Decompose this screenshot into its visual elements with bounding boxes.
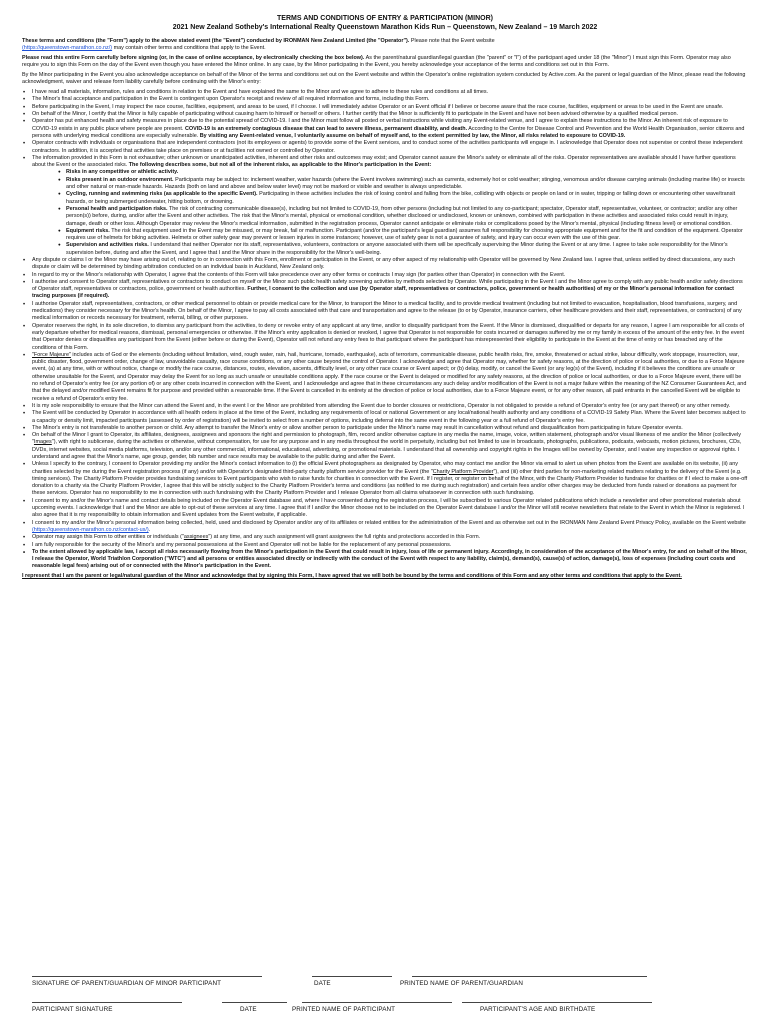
risks-intro-text: The information provided in this Form is not exhaustive; other unknown or unanticipated activities, inherent and other risks and outcomes may exist; and Operator cannot assure the Minor's safety or eliminate all of the risks. Operator representatives are available should I have further questions about the Event or the associated risks.: [32, 154, 736, 169]
risk-title: Supervision and activities risks.: [66, 242, 149, 249]
privacy-policy-link[interactable]: (https://queenstown-marathon.co.nz/contact-us/): [32, 526, 149, 533]
privacy-text-end: .: [148, 526, 151, 533]
intro-paragraph-2: [22, 55, 748, 70]
participant-name-label: PRINTED NAME OF PARTICIPANT: [292, 1006, 396, 1013]
final-statement: I represent that I am the parent or legal/natural guardian of the Minor and acknowledge that by signing this Form, I have agreed that we will both be bound by the terms and conditions of this Form and any other terms and conditions that apply to the Event.: [22, 572, 682, 579]
term-item-risks: [32, 155, 748, 257]
participant-signature-label: PARTICIPANT SIGNATURE: [32, 1006, 113, 1013]
term-item-contractors: • Operator contracts with individuals or organisations that are independent contractors (not its employees or agents) to provide some of the Event services, and to conduct some of the activities participants will engage in. I acknowledge that Operator does not supervise or control these independent contractors. In addition, it is accepted that activities take place on premises or at facilities not owned or controlled by Operator.: [32, 140, 748, 155]
risk-title: Personal health and participation risks.: [66, 205, 168, 212]
covid-bold-1: COVID-19 is an extremely contagious disease that can lead to severe illness, permanent disability, and death.: [184, 125, 468, 132]
term-item: • It is my sole responsibility to ensure that the Minor can attend the Event and, in the event I or the Minor are prohibited from attending the Event due to border closures or restrictions, Operator is not obligated to provide a refund of Operator's entry fee (or any part thereof) or any other remedy.: [32, 403, 748, 410]
parent-date-label: DATE: [314, 980, 331, 987]
risk-title: Equipment risks.: [66, 227, 110, 234]
term-item-marketing: • I consent to my and/or the Minor's name and contact details being included on the Operator Event database and, where I have consented during the registration process, I will be subscribed to various Operator related publications which include a newsletter and other promotional materials about upcoming events. I acknowledge that I and the Minor are able to opt-out of these services at any time. I agree that if I and/or the Minor choose not to be included on the Operator Event database I and/or the Minor will still receive newsletters that relate to the Event in which the Minor is registered. I also agree that it is my responsibility to obtain information and Event updates from the Event website, if applicable.: [32, 498, 748, 520]
risk-text: Participants may be subject to: inclement weather, water hazards (where the Event involves swimming) such as currents, extremely hot or cold weather; stinging, venomous and/or disease carrying animals (including marine life) or insects and other natural or man-made hazards. Hazards (both on land and above and below water level) may not be marked or visible and weather is always unpredictable.: [66, 176, 745, 191]
term-item-images: [32, 432, 748, 461]
term-item: • The Minor's entry is not transferable to another person or child. Any attempt to transfer the Minor's entry or allow another person to participate under the Minor's name may result in cancellation without refund and disqualification from participating in future Operator events.: [32, 425, 748, 432]
parent-name-label: PRINTED NAME OF PARENT/GUARDIAN: [400, 980, 523, 987]
covid-text-mid: According to the Centre for Disease Control and Prevention and the World Health Organisation, senior citizens and persons with underlying medical conditions are especially vulnerable.: [32, 125, 745, 139]
participant-name-line[interactable]: [302, 1002, 452, 1003]
term-item-privacy: [32, 520, 748, 535]
read-carefully-bold: Please read this entire Form carefully before signing (or, in the case of online acceptance, by electronically checking the box below).: [22, 54, 365, 61]
risk-title: Cycling, running and swimming risks (as applicable to the specific Event).: [66, 191, 258, 198]
term-item: • I authorise Operator staff, representatives, contractors, or other medical personnel to obtain or provide medical care for the Minor, to transport the Minor to a medical facility, and to provide medical treatment (including but not limited to evacuation, hospitalisation, blood transfusions, surgery, and medications) they consider necessary for the Minor's health. On behalf of the Minor, I agree to pay all costs associated with that care and transportation and agree to the release (to or by Operator, insurance carriers, other healthcare providers and their staff, representatives, or contractors) of any medical information or records necessary for treatment, referral, billing, or other purposes.: [32, 301, 748, 323]
parent-signature-line[interactable]: [32, 976, 262, 977]
risks-list: [32, 169, 748, 257]
term-item-release: • To the extent allowed by applicable law, I accept all risks necessarily flowing from the Minor's participation in the Event that could result in injury, loss of life or permanent injury. Accordingly, in consideration of the acceptance of the Minor's entry, for and on behalf of the Minor, I release the Operator, World Triathlon Corporation ("WTC") and all persons or entities associated directly or indirectly with the conduct of the Event with respect to any liability, claim(s), demand(s), cause(s) of action, damage(s), loss of expenses (including court costs and reasonable legal fees) arising out of or connected with the Minor's participation in the Event.: [32, 549, 748, 571]
term-item-consent: [32, 279, 748, 301]
terms-list: [22, 89, 748, 571]
term-item-assign: [32, 534, 748, 541]
risk-title: Risks in any competitive or athletic activity.: [66, 169, 179, 176]
risk-text: The risk that equipment used in the Event may be misused, or may break, fail or malfunction. Participant (and/or the participant's legal guardian) assumes full responsibility for choosing appropriate equipment and for the fit and condition of the equipment. Operator requires use of helmets for biking activities. Helmets or other safety gear may prevent or lessen injuries in some instances; however, use of safety gear is not a guarantee of safety, and injury can occur even with the use of this gear.: [66, 227, 743, 242]
document-title: TERMS AND CONDITIONS OF ENTRY & PARTICIPATION (MINOR): [277, 15, 493, 22]
participant-date-label: DATE: [240, 1006, 257, 1013]
term-item: • In regard to my or the Minor's relationship with Operator, I agree that the contents of this Form will take precedence over any other forms or contracts I may sign (for parties other than Operator) in connection with the Event.: [32, 272, 748, 279]
read-carefully-text: As the parent/natural guardian/legal guardian (the "parent" or "I") of the participant aged under 18 (the "Minor") I must sign this Form. Operator may also require you to sign this Form on the day of the Event even though you have entered the Minor online. In any case, by the Minor participating in the Event, you hereby acknowledge your acceptance of the terms and conditions set out in this Form.: [22, 54, 731, 69]
force-majeure-term: "Force Majeure": [32, 351, 71, 358]
participant-age-label: PARTICIPANT'S AGE AND BIRTHDATE: [480, 1006, 596, 1013]
term-item: • I have read all materials, information, rules and conditions in relation to the Event and have explained the same to the Minor and we agree to adhere to these rules and conditions at all times.: [32, 89, 748, 96]
risk-item: [66, 177, 748, 192]
parent-name-line[interactable]: [412, 976, 647, 977]
images-text-rest: "), with right to sublicense, during the activities or otherwise, without compensation, for use for any purpose and in any media throughout the world in perpetuity, including but not limited to use in broadcasts, photographs, publications, podcasts, webcasts, motion pictures, brochures, CDs, DVDs, internet websites, social media platforms, television, and/or any other commercial, informational, educational, advertising, or promotional materials. I understand that all ownership and copyright rights in the Images will be owned by Operator, and I waive any inspection or approval rights. I understand and agree that the Minor's name, age group, gender, bib number and race results may be available to the public during and after the Event.: [32, 439, 742, 460]
risk-item: [66, 169, 748, 176]
charity-text: Unless I specify to the contrary, I consent to Operator providing my and/or the Minor's contact information to (i) the official Event photographers as designated by Operator, who may contact me and/or the Minor via email to alert us when photos from the Event are available on its website, (ii) any charities selected by me during the Event registration process (if any) and/or with Operator's designated third-party charity platform service provider for the Event (the ": [32, 461, 738, 475]
intro-bold: These terms and conditions (the "Form") apply to the above stated event (the "Event") conducted by IRONMAN New Zealand Limited (the "Operator").: [22, 37, 410, 44]
force-majeure-text: includes acts of God or the elements (including without limitation, wind, rough water, rain, hail, hurricane, tornado, earthquake), acts of terrorism, communicable disease, public health risks, fire, smoke, threatened or actual strike, labour difficulty, work stoppage, insurrection, war, public disaster, flood, government order, change of law, unavoidable casualty, race course conditions, or any other cause beyond the control of Operator. I acknowledge and agree that Operator may, whether for safety reasons, at the direction of police or local authorities, or due to a Force Majeure event, (a) at any time, with or without notice, change or modify the race course, distances, routes, elevation, ascents, difficulty level, or any other race course or Event aspect; or (b) delay, modify, or cancel the Event (or any leg(s) of the Event), including if it believes the conditions are unsafe or otherwise unsuitable for the Event, and Operator may delay the Event for so long as such unsafe or unsuitable conditions apply. If the race course or the Event is delayed or modified for any safety reasons, at the direction of police or local authorities, or due to a Force Majeure event, there will be no refund of Operator's entry fee (or any portion of) or any other costs incurred in connection with the Event, and I acknowledge and agree that in these circumstances any such delay and/or modification of the Event is not a major failure within the meaning of the NZ Consumer Guarantees Act, and that the delayed and/or modified Event remains fit for purpose and provided within a reasonable time. If the Event is cancelled in its entirety at the direction of police or local authorities, due to a Force Majeure event, or for any other reason, all paid entrants in the cancelled Event will be eligible to receive a refund of Operator's entry fee.: [32, 351, 747, 402]
risk-title: Risks present in an outdoor environment.: [66, 176, 174, 183]
term-item-covid: [32, 118, 748, 140]
participant-date-line[interactable]: [222, 1002, 287, 1003]
images-term: Images: [33, 439, 52, 446]
term-item-charity: [32, 461, 748, 497]
parent-signature-label: SIGNATURE OF PARENT/GUARDIAN OF MINOR PARTICIPANT: [32, 980, 222, 987]
participant-age-line[interactable]: [462, 1002, 652, 1003]
privacy-text: I consent to my and/or the Minor's personal information being collected, held, used and disclosed by Operator and/or any of its affiliates or related entities for the administration of the Event and as otherwise set out in the IRONMAN New Zealand Event Privacy Policy, available on the Event website: [32, 519, 746, 526]
risk-item: [66, 228, 748, 243]
images-text: On behalf of the Minor I grant to Operator, its affiliates, designees, assignees and sponsors the right and permission to photograph, film, record and/or otherwise capture in any media the name, image, voice, written statement, photograph and/or visual likeness of me and/or the Minor (collectively ": [32, 432, 741, 446]
term-item: • I am fully responsible for the security of the Minor's and my personal possessions at the Event and Operator will not be liable for the replacement of any personal possessions.: [32, 542, 748, 549]
risk-item: [66, 206, 748, 228]
charity-term: Charity Platform Provider: [432, 468, 494, 475]
term-item: • Operator reserves the right, in its sole discretion, to dismiss any participant from the activities, to deny or revoke entry of any applicant at any time, and/or to disqualify participant from the Event. If the Minor is dismissed, disqualified or departs for any reason, I agree I am responsible for all costs of early departure whether for medical reasons, dismissal, personal emergencies or otherwise. If the Minor's entry application is denied or revoked, I agree that Operator is not responsible for costs incurred or damages suffered by me or my family in excess of the amount of the entry fee. In the event that Operator denies or disqualifies any participant from the Event (either before or during the Event), Operator will not refund any entry fees to that participant where the participant has misrepresented their eligibility to participate in the Event at the time of entry or has breached any of the conditions of this Form.: [32, 323, 748, 352]
intro-tail: may contain other terms and conditions that apply to the Event.: [112, 45, 266, 52]
intro-paragraph-1: [22, 38, 748, 53]
term-item-force-majeure: [32, 352, 748, 403]
intro-text: Please note that the Event website: [409, 37, 495, 44]
risk-text: Participating in these activities includes the risk of losing control and falling from the bike, colliding with objects or people on land or in water, tripping or falling down or encountering other wave/transit hazards, or being submerged underwater, hitting bottom, or drowning.: [66, 191, 736, 205]
risk-item: [66, 242, 748, 257]
assign-text-rest: ") at any time, and any such assignment will grant assignees the full rights and protections accorded in this Form.: [208, 534, 481, 541]
term-item: • Any dispute or claims I or the Minor may have arising out of, relating to or in connection with this Form, enrollment or participation in the Event, or any other aspect of my relationship with Operator will be governed by New Zealand law. I agree that, unless settled by direct discussions, any such dispute or claim will be determined by binding arbitration conducted on an individual basis in Auckland, New Zealand only.: [32, 257, 748, 272]
consent-text: I authorise and consent to Operator staff, representatives or contractors to conduct on myself or the Minor such public health safety screening activities by methods selected by Operator. While participating in the Event I and the Minor agree to comply with any public health and/or safety directions of Operator staff, representatives or contractors, police, government or health authorities.: [32, 278, 743, 293]
risk-text: I understand that neither Operator nor its staff, representatives, volunteers, contractors or anyone associated with them will be specifically supervising the Minor during the Event or at any time. I agree to take sole responsibility for the Minor's supervision before, during and after the Event, and I agree that I and the Minor share in the responsibility for the Minor's well-being.: [66, 242, 728, 256]
term-item: • Before participating in the Event, I may inspect the race course, facilities, equipment, and areas to be used, if I choose. I will immediately advise Operator or an Event official if I believe or become aware that the race course, facilities, equipment or areas to be used in the Event are unsafe.: [32, 104, 748, 111]
participant-signature-line[interactable]: [32, 1002, 182, 1003]
covid-text: Operator has put enhanced health and safety measures in place due to the potential spread of COVID-19. I and the Minor must follow all posted or verbal instructions while visiting any Event-related venue, and I agree to explain these instructions to the Minor. An inherent risk of exposure to COVID-19 exists in any public place where people are present.: [32, 118, 728, 132]
assign-term: assignees: [183, 534, 209, 541]
parent-date-line[interactable]: [312, 976, 392, 977]
event-website-link[interactable]: (https://queenstown-marathon.co.nz/): [22, 45, 113, 52]
covid-bold-2: By visiting any Event-related venue, I voluntarily assume on behalf of myself and, to the extent permitted by law, the Minor, all risks related to exposure to COVID-19.: [199, 132, 626, 139]
assign-text: Operator may assign this Form to other entities or individuals (": [32, 534, 184, 541]
document-subtitle: 2021 New Zealand Sotheby's International Realty Queenstown Marathon Kids Run – Queenstown, New Zealand – 19 March 2022: [172, 24, 598, 32]
risk-text: The risk of contracting communicable disease(s), including but not limited to COVID-19, from other persons (including but not limited to any co-participant; spectator, Operator staff, representative, volunteer, or contractor; and/or any other person(s)) before, during, and/or after the Event and other activities. The risk that the Minor's mental, physical or emotional condition, whether disclosed or undisclosed, known or unknown, combined with participation in these activities and associated risks could result in injury, damage, death or other loss. Although Operator may review the Minor's medical information, submitted in the registration process, Operator cannot anticipate or eliminate risks or complications posed by the Minor's mental, physical (including fitness level) or emotional condition.: [66, 205, 738, 227]
charity-text-rest: "), and (iii) other third parties for non-marketing related matters relating to the delivery of the Event (e.g. timing services). The Charity Platform Provider provides fundraising services to Event participants who wish to raise funds for charities in connection with the Event. If I register, or register on behalf of the Minor, with the Charity Platform Provider to fundraise for charities or if I elect to make a one-off donation to a charity via the Charity Platform Provider, I agree that this will be strictly subject to the Charity Platform Provider's terms and conditions (as notified to me during such registration) and certain fees and/or other charges may be deducted from funds raised or donations as payment for these services. Operator has no responsibility to me in connection with such fundraising with the Charity Platform Provider and I release Operator from all claims whatsoever in connection with such fundraising.: [32, 468, 748, 497]
consent-bold: Further, I consent to the collection and use (by Operator staff, representatives or contractors, police, government or health authorities) of my or the Minor's personal information for contact tracing purposes (if required).: [32, 286, 734, 300]
risk-item: [66, 191, 748, 206]
risks-intro-bold: The following describes some, but not all of the inherent risks, as applicable to the Minor's participation in the Event:: [128, 162, 432, 169]
intro-paragraph-3: By the Minor participating in the Event you also acknowledge acceptance on behalf of the Minor of the terms and conditions set out on the Event website and within the Operator's online registration system conducted by Active.com. As the parent or legal guardian of the Minor, please read the following acknowledgment, waiver and release form liability carefully before continuing with the Minor's entry:: [22, 72, 746, 86]
term-item: • The Event will be conducted by Operator in accordance with all health orders in place at the time of the Event, including any requirements of local or national Government or any local/national health authority and any conditions of a COVID-19 Safety Plan. Where the Event later becomes subject to a capacity or density limit, impacted participants (assessed by order of registration) will be invited to select from a number of options, including deferral into the same event in the following year or a full refund of Operator's entry fee.: [32, 410, 748, 425]
term-item: • On behalf of the Minor, I certify that the Minor is fully capable of participating without causing harm to himself or herself or others. I further certify that the Minor is sufficiently fit to participate in the Event and have not been advised otherwise by a qualified medical person.: [32, 111, 748, 118]
term-item: • The Minor's final acceptance and participation in the Event is contingent upon Operator's receipt and review of all required information and forms, including this Form.: [32, 96, 748, 103]
